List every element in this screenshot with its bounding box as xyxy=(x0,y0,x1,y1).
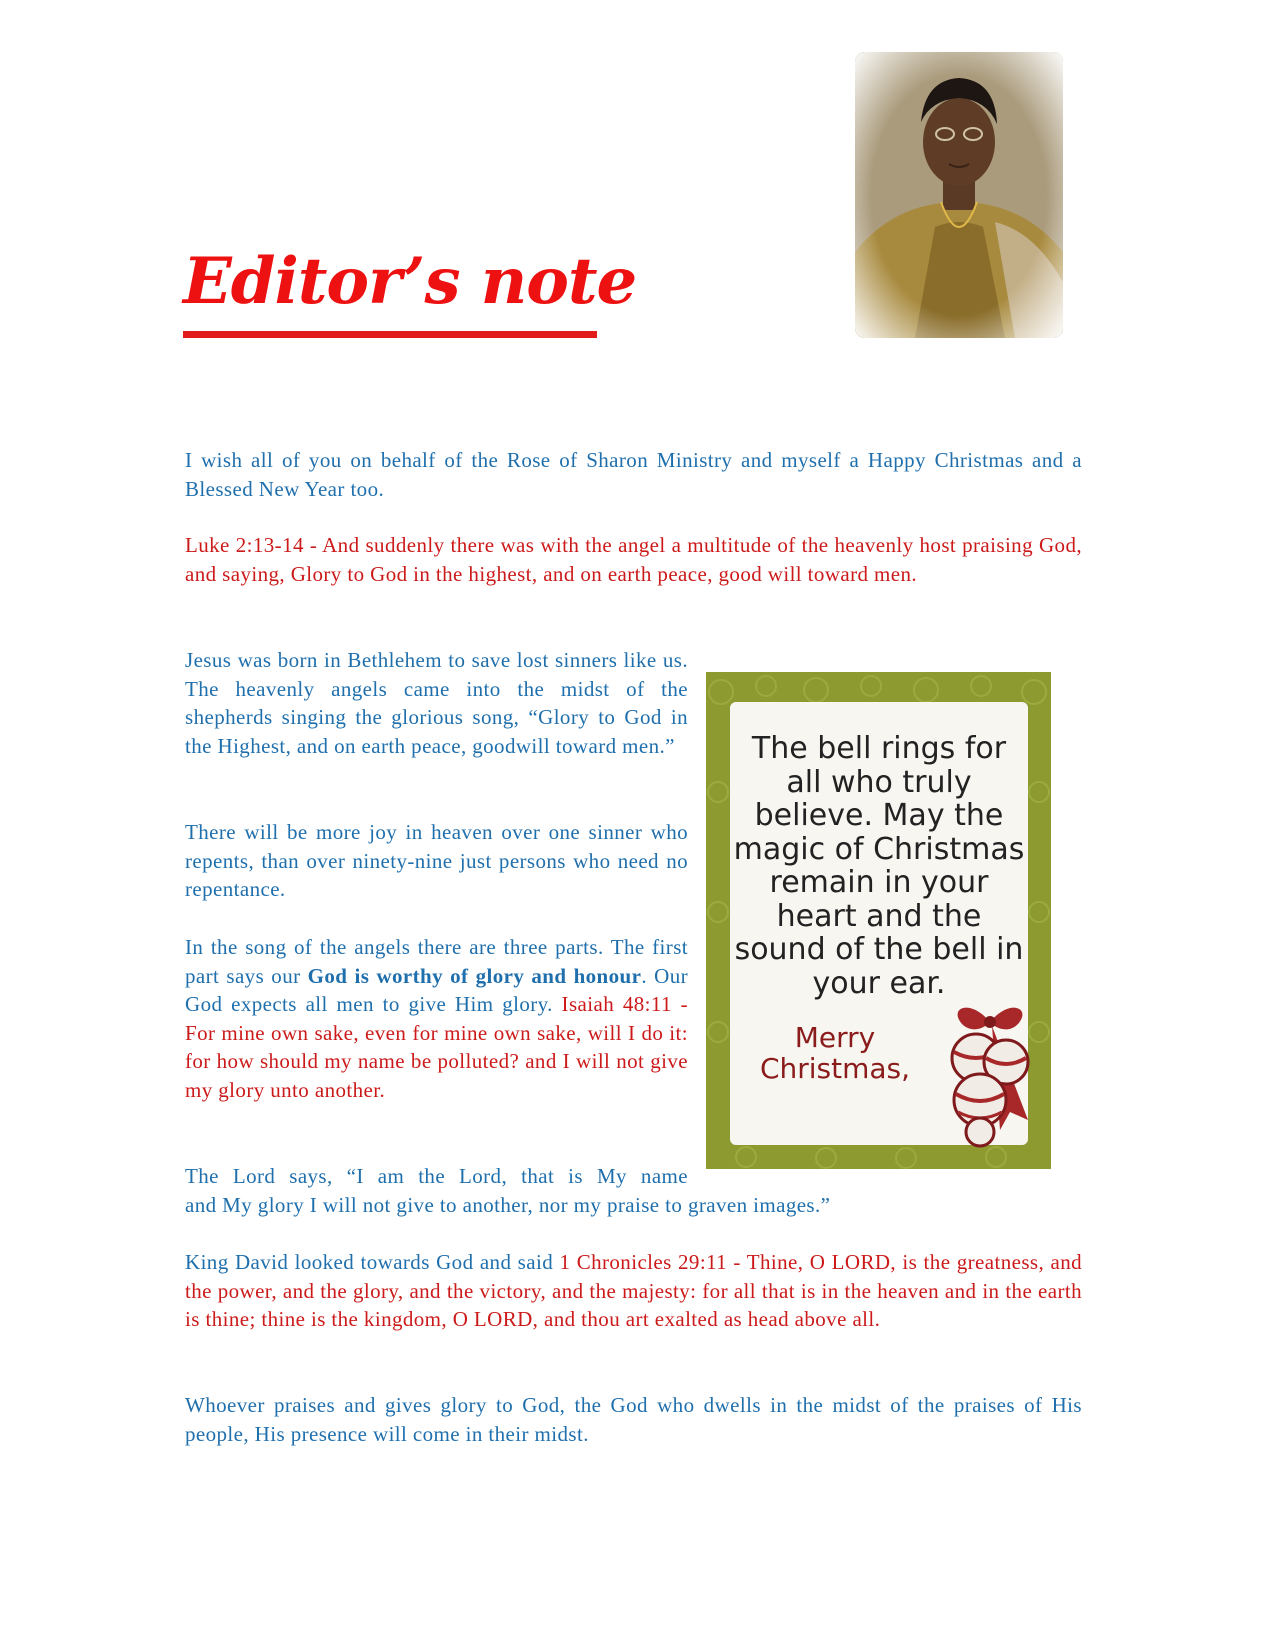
christmas-bells-icon xyxy=(940,1000,1040,1150)
bethlehem-paragraph: Jesus was born in Bethlehem to save lost sinners like us. The heavenly angels came into the midst of the shepherds singing the glorious song, “Glory to God in the Highest, and on earth peace, goodwill toward men.” xyxy=(185,648,688,758)
greeting-paragraph: I wish all of you on behalf of the Rose of Sharon Ministry and myself a Happy Christmas and a Blessed New Year too. xyxy=(185,448,1082,501)
editor-photo xyxy=(855,52,1063,338)
repentance-paragraph: There will be more joy in heaven over one sinner who repents, than over ninety-nine just persons who need no repentance. xyxy=(185,820,688,901)
scripture-luke: Luke 2:13-14 - And suddenly there was with the angel a multitude of the heavenly host praising God, and saying, Glory to God in the highest, and on earth peace, good will toward men. xyxy=(185,533,1082,586)
king-david-paragraph xyxy=(185,1248,1082,1334)
angels-song-text: In the song of the angels there are three parts. The first part says our xyxy=(185,935,688,988)
christmas-card-image xyxy=(706,672,1051,1169)
page-title: Editor’s note xyxy=(183,244,637,319)
lord-says-line-2: and My glory I will not give to another, nor my praise to graven images.” xyxy=(185,1193,831,1217)
scripture-chronicles: 1 Chronicles 29:11 - Thine, O LORD, is the greatness, and the power, and the glory, and the victory, and the majesty: for all that is in the heaven and in the earth is thine; thine is the kingdom, O LORD, and thou art exalted as head above all. xyxy=(185,1250,1082,1331)
title-underline xyxy=(183,331,597,338)
card-panel xyxy=(730,702,1028,1145)
card-verse: The bell rings for all who truly believe. May the magic of Christmas remain in your heart and the sound of the bell in your ear. xyxy=(733,731,1025,1001)
card-greeting: Merry Christmas, xyxy=(759,1021,911,1085)
angels-song-emphasis: God is worthy of glory and honour xyxy=(307,963,642,988)
angels-song-paragraph xyxy=(185,933,688,1104)
scripture-isaiah: Isaiah 48:11 - For mine own sake, even for mine own sake, will I do it: for how should my name be polluted? and I will not give my glory unto another. xyxy=(185,992,688,1102)
lord-says-line-1: The Lord says, “I am the Lord, that is My name xyxy=(185,1164,688,1188)
king-david-text: King David looked towards God and said xyxy=(185,1250,554,1274)
angels-song-text-2: . Our God expects all men to give Him glory. xyxy=(185,963,688,1016)
praise-paragraph: Whoever praises and gives glory to God, the God who dwells in the midst of the praises of His people, His presence will come in their midst. xyxy=(185,1393,1082,1446)
